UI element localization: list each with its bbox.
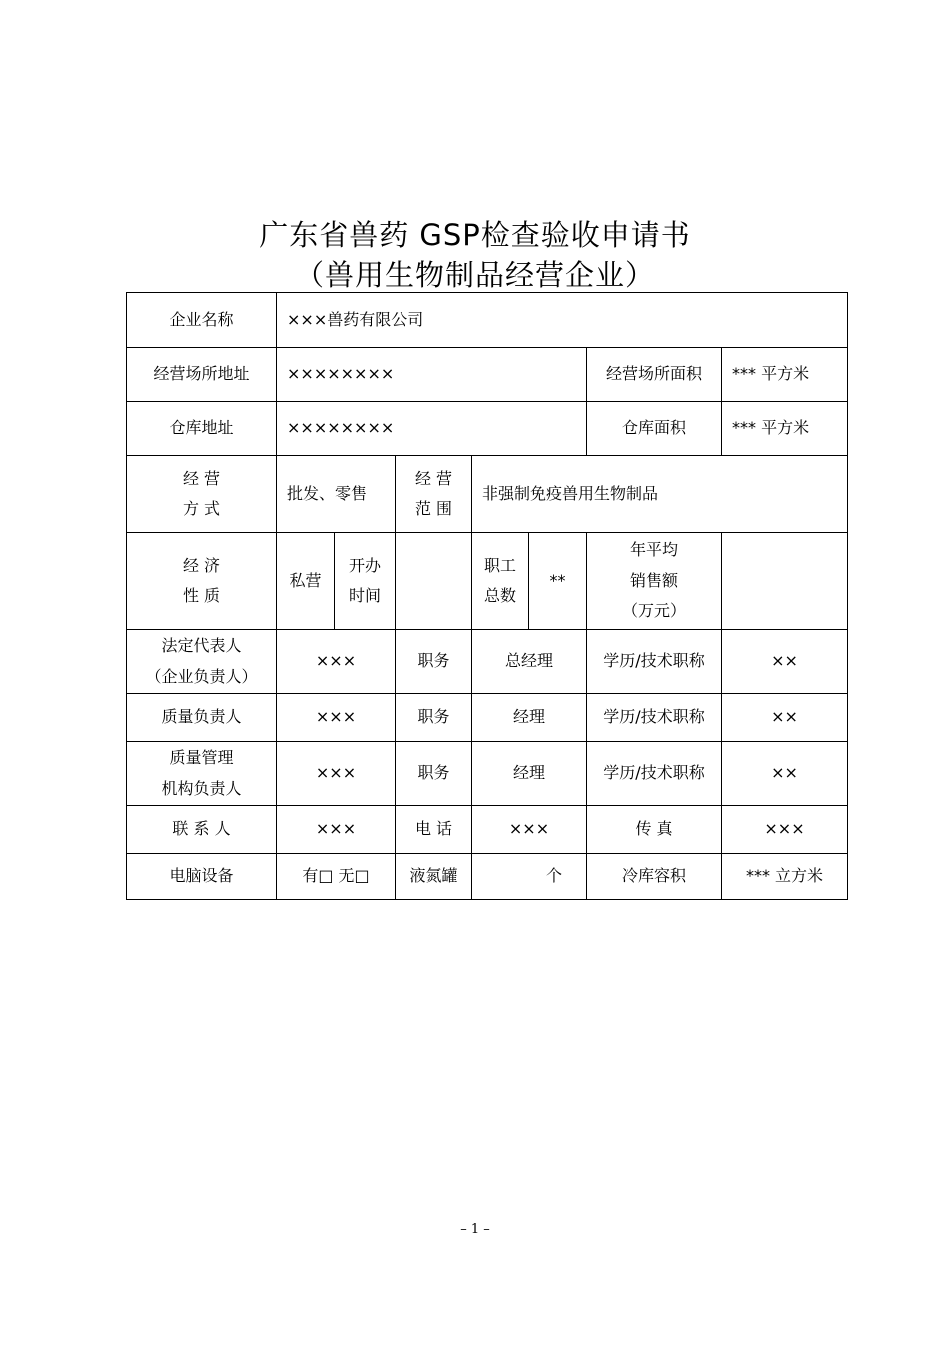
label-phone: 电 话 [396, 806, 472, 854]
label-staff-total-line2: 总数 [483, 586, 516, 605]
label-annual-sales-line3: （万元） [621, 601, 686, 621]
label-business-scope-line1: 经 营 [414, 468, 453, 488]
label-site-address: 经营场所地址 [127, 348, 277, 402]
row-computer [127, 854, 848, 900]
application-form-table [126, 292, 848, 900]
row-contact [127, 806, 848, 854]
row-quality-head [127, 694, 848, 742]
label-open-time-line2: 时间 [348, 586, 381, 605]
label-quality-dept-head-edu: 学历/技术职称 [587, 742, 722, 806]
row-company [127, 293, 848, 348]
value-staff-total: ** [529, 533, 587, 630]
label-legal-rep-edu: 学历/技术职称 [587, 630, 722, 694]
value-liquid-nitrogen-tank: 个 [472, 854, 587, 900]
value-cold-storage-volume: *** 立方米 [722, 854, 848, 900]
label-quality-dept-head-line2: 机构负责人 [161, 778, 242, 798]
label-company-name: 企业名称 [127, 293, 277, 348]
label-economic-nature-line1: 经 济 [182, 555, 221, 575]
label-legal-rep-line1: 法定代表人 [161, 636, 242, 656]
label-cold-storage-volume: 冷库容积 [587, 854, 722, 900]
value-business-scope: 非强制免疫兽用生物制品 [472, 456, 848, 533]
row-business-mode [127, 456, 848, 533]
value-economic-nature: 私营 [277, 533, 335, 630]
label-quality-dept-head-line1: 质量管理 [169, 748, 234, 768]
label-quality-dept-head-post: 职务 [396, 742, 472, 806]
document-title: 广东省兽药 GSP检查验收申请书 [259, 218, 691, 252]
label-annual-sales-line1: 年平均 [629, 540, 678, 560]
label-fax: 传 真 [587, 806, 722, 854]
row-site [127, 348, 848, 402]
value-phone: ××× [472, 806, 587, 854]
label-legal-rep-post: 职务 [396, 630, 472, 694]
value-site-address: ×××××××× [277, 348, 587, 402]
page-number: – 1 – [460, 1222, 490, 1237]
value-quality-dept-head-name: ××× [277, 742, 396, 806]
label-business-mode-line1: 经 营 [182, 468, 221, 488]
value-company-name: ×××兽药有限公司 [277, 293, 848, 348]
value-warehouse-address: ×××××××× [277, 402, 587, 456]
label-liquid-nitrogen-tank: 液氮罐 [396, 854, 472, 900]
label-business-mode-line2: 方 式 [182, 499, 221, 518]
label-staff-total-line1: 职工 [483, 555, 516, 575]
label-warehouse-area: 仓库面积 [587, 402, 722, 456]
value-quality-head-name: ××× [277, 694, 396, 742]
label-annual-sales [587, 533, 722, 630]
label-business-scope-line2: 范 围 [414, 499, 453, 518]
label-quality-head-edu: 学历/技术职称 [587, 694, 722, 742]
label-annual-sales-line2: 销售额 [629, 570, 678, 590]
value-quality-head-edu: ×× [722, 694, 848, 742]
label-open-time [335, 533, 396, 630]
value-legal-rep-name: ××× [277, 630, 396, 694]
document-subtitle: （兽用生物制品经营企业） [294, 258, 655, 292]
label-business-scope [396, 456, 472, 533]
label-legal-rep [127, 630, 277, 694]
row-warehouse [127, 402, 848, 456]
value-warehouse-area: *** 平方米 [722, 402, 848, 456]
label-economic-nature [127, 533, 277, 630]
label-contact: 联 系 人 [127, 806, 277, 854]
value-computer-equipment: 有□ 无□ [277, 854, 396, 900]
row-economic-nature [127, 533, 848, 630]
label-quality-head-post: 职务 [396, 694, 472, 742]
label-quality-dept-head [127, 742, 277, 806]
label-business-mode [127, 456, 277, 533]
value-quality-dept-head-edu: ×× [722, 742, 848, 806]
label-quality-head: 质量负责人 [127, 694, 277, 742]
label-legal-rep-line2: （企业负责人） [145, 666, 258, 686]
value-quality-head-post: 经理 [472, 694, 587, 742]
value-contact-name: ××× [277, 806, 396, 854]
label-computer-equipment: 电脑设备 [127, 854, 277, 900]
value-legal-rep-post: 总经理 [472, 630, 587, 694]
value-fax: ××× [722, 806, 848, 854]
value-annual-sales [722, 533, 848, 630]
value-site-area: *** 平方米 [722, 348, 848, 402]
label-staff-total [472, 533, 529, 630]
label-economic-nature-line2: 性 质 [182, 586, 221, 605]
value-open-time [396, 533, 472, 630]
row-quality-dept-head [127, 742, 848, 806]
value-legal-rep-edu: ×× [722, 630, 848, 694]
label-site-area: 经营场所面积 [587, 348, 722, 402]
label-warehouse-address: 仓库地址 [127, 402, 277, 456]
label-open-time-line1: 开办 [348, 555, 381, 575]
value-business-mode: 批发、零售 [277, 456, 396, 533]
row-legal-rep [127, 630, 848, 694]
value-quality-dept-head-post: 经理 [472, 742, 587, 806]
